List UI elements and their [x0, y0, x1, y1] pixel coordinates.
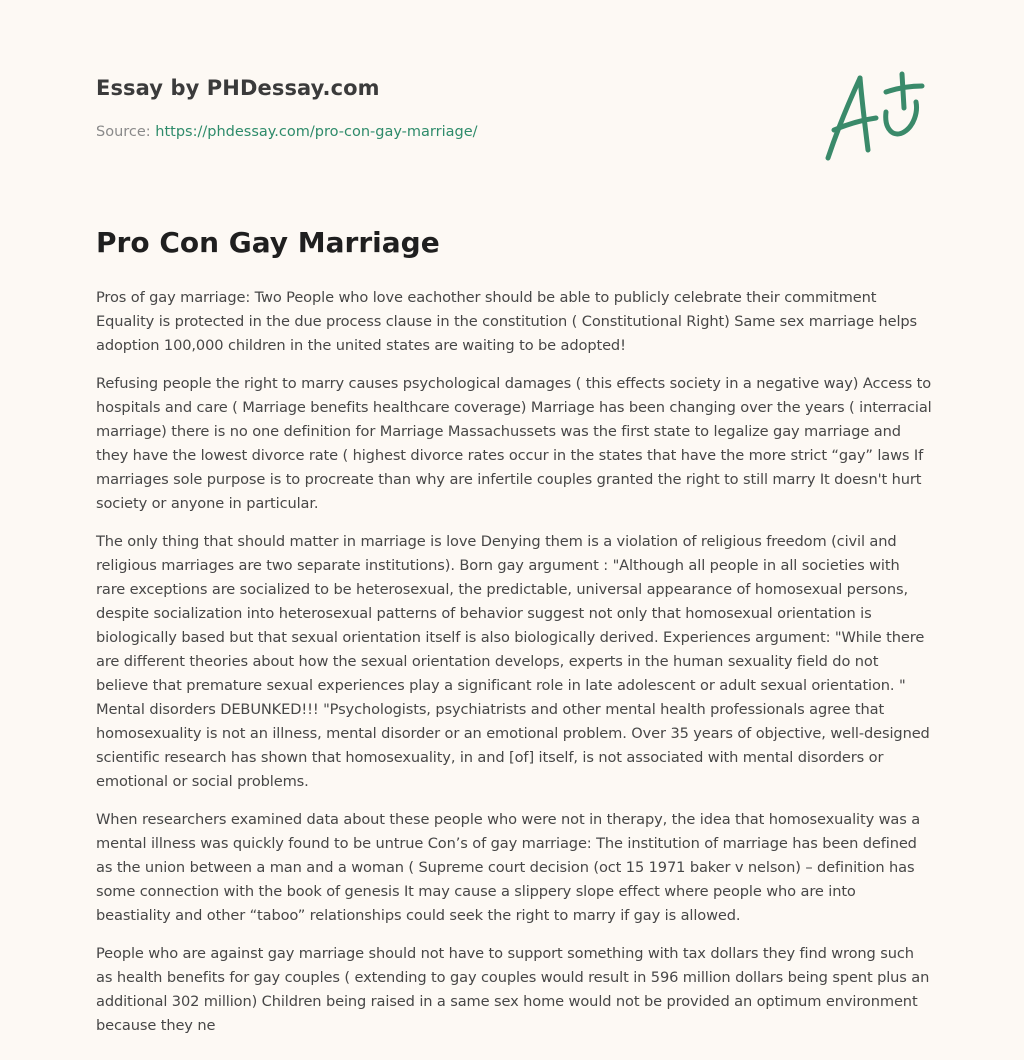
- essay-paragraph: Refusing people the right to marry causes psychological damages ( this effects society in a negative way) Access to hospitals and care ( Marriage benefits healthcare coverage) Marriage has been changing over the years ( interracial marriage) there is no one definition for Marriage Massachussets was the first state to legalize gay marriage and they have the lowest divorce rate ( highest divorce rates occur in the states that have the more strict “gay” laws If marriages sole purpose is to procreate than why are infertile couples granted the right to still marry It doesn't hurt society or anyone in particular.: [96, 375, 932, 512]
- essay-paragraph: People who are against gay marriage should not have to support something with tax dollars they find wrong such as health benefits for gay couples ( extending to gay couples would result in 596 million dollars being spent plus an additional 302 million) Children being raised in a same sex home would not be provided an optimum environment because they ne: [96, 945, 930, 1034]
- source-line: [96, 124, 478, 140]
- source-link[interactable]: https://phdessay.com/pro-con-gay-marriage/: [155, 124, 478, 140]
- essay-paragraph: The only thing that should matter in marriage is love Denying them is a violation of religious freedom (civil and religious marriages are two separate institutions). Born gay argument : "Although all people in all societies with rare exceptions are socialized to be heterosexual, the predictable, universal appearance of homosexual persons, despite socialization into heterosexual patterns of behavior suggest not only that homosexual orientation is biologically based but that sexual orientation itself is also biologically derived. Experiences argument: "While there are different theories about how the sexual orientation develops, experts in the human sexuality field do not believe that premature sexual experiences play a significant role in late adolescent or adult sexual orientation. " Mental disorders DEBUNKED!!! "Psychologists, psychiatrists and other mental health professionals agree that homosexuality is not an illness, mental disorder or an emotional problem. Over 35 years of objective, well-designed scientific research has shown that homosexuality, in and [of] itself, is not associated with mental disorders or emotional or social problems.: [96, 533, 930, 790]
- source-label: Source:: [96, 124, 156, 140]
- a-plus-grade-icon: [824, 68, 926, 164]
- essay-body: [96, 286, 932, 1052]
- essay-paragraph: Pros of gay marriage: Two People who love eachother should be able to publicly celebrate their commitment Equality is protected in the due process clause in the constitution ( Constitutional Right) Same sex marriage helps adoption 100,000 children in the united states are waiting to be adopted!: [96, 289, 918, 354]
- brand-title: Essay by PHDessay.com: [96, 76, 380, 100]
- essay-title: Pro Con Gay Marriage: [96, 226, 440, 259]
- essay-paragraph: When researchers examined data about these people who were not in therapy, the idea that homosexuality was a mental illness was quickly found to be untrue Con’s of gay marriage: The institution of marriage has been defined as the union between a man and a woman ( Supreme court decision (oct 15 1971 baker v nelson) – definition has some connection with the book of genesis It may cause a slippery slope effect where people who are into beastiality and other “taboo” relationships could seek the right to marry if gay is allowed.: [96, 811, 921, 924]
